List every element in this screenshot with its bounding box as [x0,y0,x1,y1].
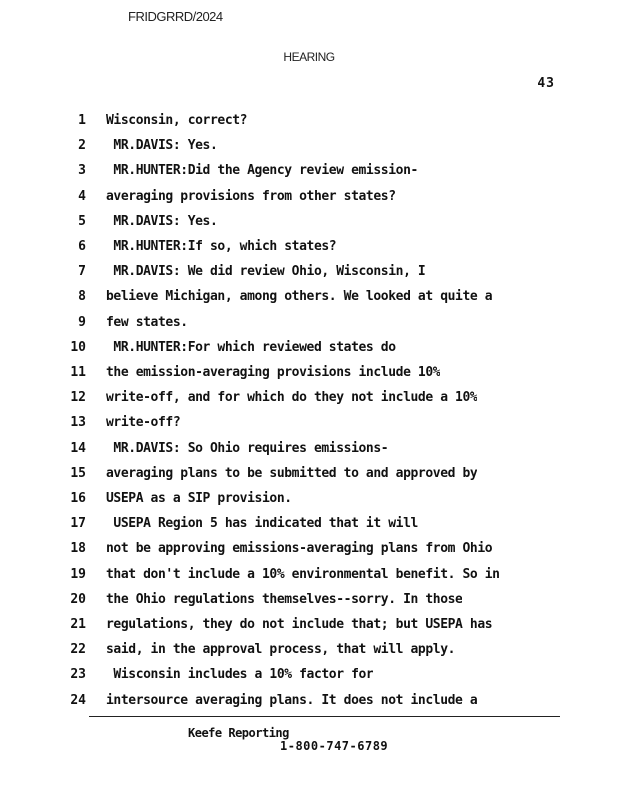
footer-phone: 1-800-747-6789 [280,739,389,753]
line-number: 23 [70,667,86,683]
line-text: believe Michigan, among others. We looked at quite a [106,289,493,305]
line-number: 4 [78,188,86,204]
transcript-line [0,567,618,587]
line-text: MR.DAVIS: We did review Ohio, Wisconsin, I [106,264,426,280]
line-number: 6 [78,239,86,254]
line-number: 24 [70,692,86,708]
transcript-line [0,516,618,536]
transcript-line [0,617,618,637]
transcript-line [0,415,618,435]
transcript-line [0,340,618,360]
line-number: 3 [78,163,86,179]
transcript-line [0,264,618,284]
line-text: Wisconsin, correct? [106,113,248,128]
transcript-line [0,189,618,209]
line-text: averaging provisions from other states? [106,188,396,204]
line-text: MR.HUNTER:If so, which states? [106,239,337,254]
line-text: MR.DAVIS: So Ohio requires emissions- [106,440,389,456]
line-number: 22 [70,642,86,658]
line-text: averaging plans to be submitted to and approved by [106,465,478,481]
transcript-line [0,214,618,234]
line-number: 11 [70,365,86,380]
line-text: MR.DAVIS: Yes. [106,213,218,229]
page-number: 43 [537,76,555,91]
line-text: write-off, and for which do they not include a 10% [106,390,478,406]
line-text: regulations, they do not include that; but USEPA has [106,617,493,632]
transcript-line [0,113,618,133]
transcript-line [0,592,618,612]
line-text: MR.DAVIS: Yes. [106,138,218,154]
transcript-line [0,163,618,183]
line-number: 15 [70,465,86,481]
transcript-line [0,239,618,259]
line-text: Wisconsin includes a 10% factor for [106,667,374,683]
footer-divider [89,716,560,717]
line-text: USEPA Region 5 has indicated that it will [106,516,418,532]
transcript-line [0,466,618,486]
line-text: few states. [106,314,188,330]
line-number: 16 [70,491,86,506]
line-number: 13 [70,415,86,431]
transcript-line [0,491,618,511]
line-number: 9 [78,314,86,330]
line-number: 14 [70,440,86,456]
line-number: 17 [70,516,86,532]
line-text: write-off? [106,415,181,431]
line-number: 2 [78,138,86,154]
transcript-line [0,390,618,410]
line-number: 5 [78,213,86,229]
line-number: 12 [70,390,86,406]
line-text: MR.HUNTER:Did the Agency review emission- [106,163,418,179]
line-number: 10 [70,339,86,355]
line-number: 20 [70,591,86,607]
line-number: 21 [70,617,86,632]
line-number: 7 [78,264,86,280]
transcript-line [0,441,618,461]
footer-reporter: Keefe Reporting [188,726,289,740]
transcript-line [0,642,618,662]
line-text: intersource averaging plans. It does not include a [106,692,478,708]
transcript-line [0,138,618,158]
line-number: 1 [78,113,86,128]
transcript-line [0,693,618,713]
header-date: FRIDGRRD/2024 [128,9,223,24]
transcript-line [0,289,618,309]
header-title: HEARING [283,50,335,64]
transcript-line [0,541,618,561]
line-text: MR.HUNTER:For which reviewed states do [106,339,396,355]
line-text: not be approving emissions-averaging plans from Ohio [106,541,493,557]
line-text: USEPA as a SIP provision. [106,491,292,506]
line-number: 18 [70,541,86,557]
line-number: 8 [78,289,86,305]
line-text: the Ohio regulations themselves--sorry. In those [106,591,463,607]
transcript-line [0,365,618,385]
transcript-line [0,667,618,687]
line-text: that don't include a 10% environmental benefit. So in [106,566,500,582]
transcript-line [0,315,618,335]
line-text: the emission-averaging provisions include 10% [106,365,441,380]
line-text: said, in the approval process, that will apply. [106,642,456,658]
line-number: 19 [70,566,86,582]
